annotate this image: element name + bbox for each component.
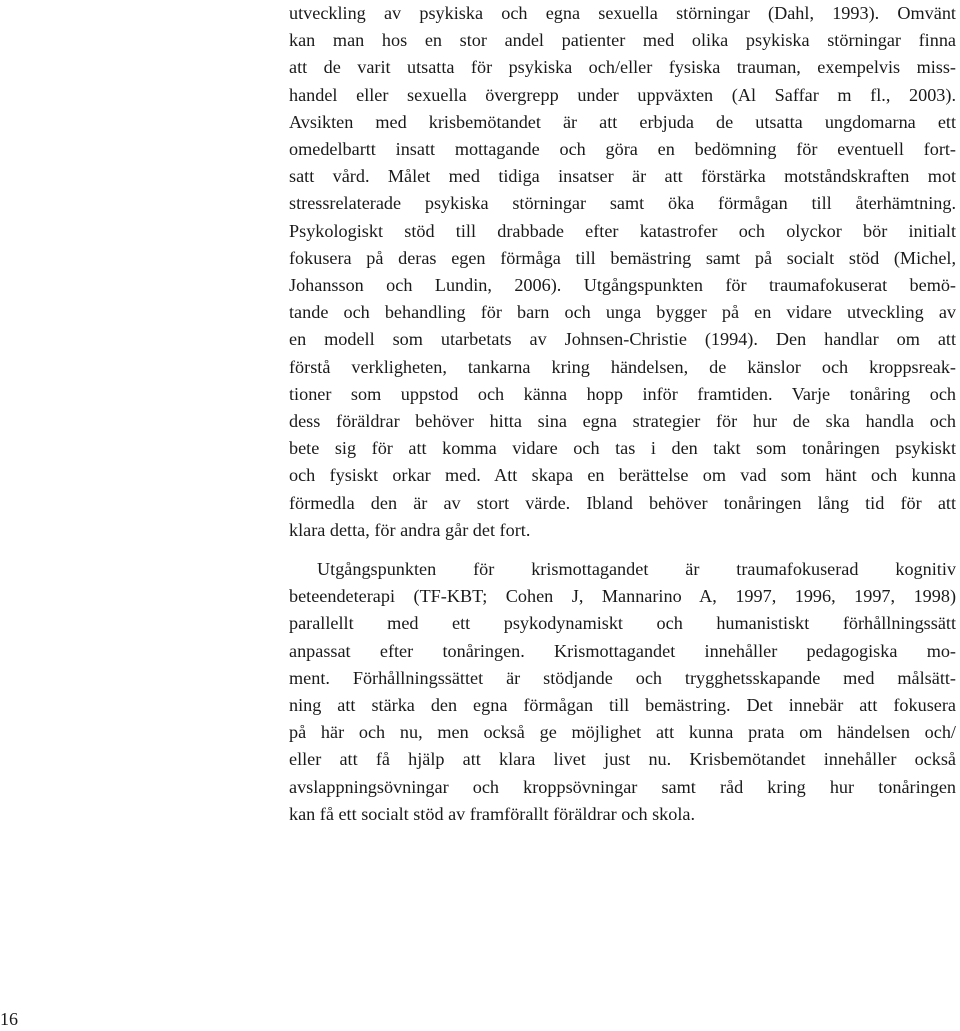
text-line: utveckling av psykiska och egna sexuella störningar (Dahl, 1993). Omvänt (289, 3, 956, 23)
text-line: avslappningsövningar och kroppsövningar samt råd kring hur tonåringen (289, 776, 956, 797)
text-line: handel eller sexuella övergrepp under uppväxten (Al Saffar m fl., 2003). (289, 84, 956, 105)
text-line: förstå verkligheten, tankarna kring händelsen, de känslor och kroppsreak- (289, 356, 956, 377)
text-line: klara detta, för andra går det fort. (289, 519, 531, 540)
page-number: 16 (0, 1009, 18, 1029)
text-line: kan få ett socialt stöd av framförallt föräldrar och skola. (289, 803, 696, 824)
text-line: ning att stärka den egna förmågan till bemästring. Det innebär att fokusera (289, 695, 956, 716)
text-line: anpassat efter tonåringen. Krismottagandet innehåller pedagogiska mo- (289, 640, 956, 661)
text-line: dess föräldrar behöver hitta sina egna strategier för hur de ska handla och (289, 411, 956, 432)
text-line: och fysiskt orkar med. Att skapa en berättelse om vad som hänt och kunna (289, 465, 956, 486)
paragraph-spacer (289, 544, 956, 556)
text-line: Avsikten med krisbemötandet är att erbjuda de utsatta ungdomarna ett (289, 111, 956, 132)
text-line: parallellt med ett psykodynamiskt och humanistiskt förhållningssätt (289, 613, 956, 634)
text-line: eller att få hjälp att klara livet just nu. Krisbemötandet innehåller också (289, 749, 956, 770)
text-line: satt vård. Målet med tidiga insatser är att förstärka motståndskraften mot (289, 166, 956, 187)
text-line: tande och behandling för barn och unga bygger på en vidare utveckling av (289, 302, 956, 323)
text-line: beteendeterapi (TF-KBT; Cohen J, Mannarino A, 1997, 1996, 1997, 1998) (289, 586, 956, 607)
text-line: Psykologiskt stöd till drabbade efter katastrofer och olyckor bör initialt (289, 220, 956, 241)
text-line: kan man hos en stor andel patienter med olika psykiska störningar finna (289, 30, 956, 51)
text-line: förmedla den är av stort värde. Ibland behöver tonåringen lång tid för att (289, 492, 956, 513)
text-line: Johansson och Lundin, 2006). Utgångspunkten för traumafokuserat bemö- (289, 275, 956, 296)
text-line: Utgångspunkten för krismottagandet är traumafokuserad kognitiv (317, 559, 956, 580)
text-line: på här och nu, men också ge möjlighet att kunna prata om händelsen och/ (289, 722, 956, 743)
text-line: en modell som utarbetats av Johnsen-Christie (1994). Den handlar om att (289, 329, 956, 350)
paragraph-2 (289, 556, 956, 828)
text-line: bete sig för att komma vidare och tas i den takt som tonåringen psykiskt (289, 438, 956, 459)
text-line: stressrelaterade psykiska störningar samt öka förmågan till återhämtning. (289, 193, 956, 214)
text-line: ment. Förhållningssättet är stödjande och trygghetsskapande med målsätt- (289, 667, 956, 688)
paragraph-1 (289, 0, 956, 544)
text-line: omedelbartt insatt mottagande och göra en bedömning för eventuell fort- (289, 139, 956, 160)
text-line: tioner som uppstod och känna hopp inför framtiden. Varje tonåring och (289, 383, 956, 404)
body-text (289, 0, 956, 828)
text-line: fokusera på deras egen förmåga till bemästring samt på socialt stöd (Michel, (289, 247, 956, 268)
text-line: att de varit utsatta för psykiska och/eller fysiska trauman, exempelvis miss- (289, 57, 956, 78)
